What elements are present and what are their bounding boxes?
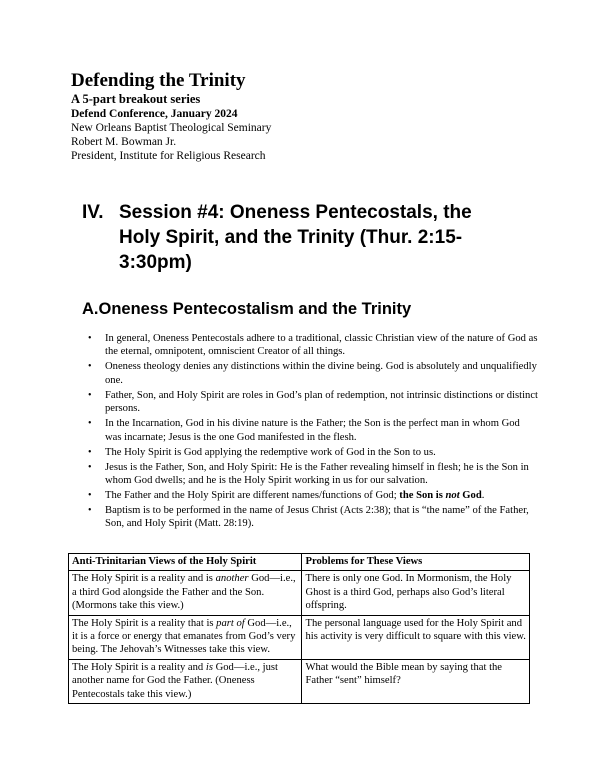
table-header-row	[69, 554, 530, 571]
table-row	[69, 615, 530, 659]
views-table	[68, 553, 530, 704]
session-title: Session #4: Oneness Pentecostals, the Holy Spirit, and the Trinity (Thur. 2:15-3:30pm)	[119, 202, 472, 273]
document-title: Defending the Trinity	[71, 70, 246, 91]
list-item: • In the Incarnation, God in his divine nature is the Father; the Son is the perfect man in whom God was incarnate; Jesus is the one God manifested in the flesh.	[88, 417, 538, 444]
list-item: • Baptism is to be performed in the name of Jesus Christ (Acts 2:38); that is “the name” of the Father, Son, and Holy Spirit (Matt. 28:19).	[88, 504, 538, 531]
list-item-text: The Father and the Holy Spirit are different names/functions of God;	[105, 490, 400, 502]
list-item: • Jesus is the Father, Son, and Holy Spirit: He is the Father revealing himself in flesh; he is the Son in whom God dwells; and he is the Holy Spirit working in us for our salvation.	[88, 461, 538, 488]
table-cell-problem: There is only one God. In Mormonism, the Holy Ghost is a third God, perhaps also God’s literal offspring.	[302, 571, 530, 615]
author-name: Robert M. Bowman Jr.	[71, 136, 177, 148]
institution-name: New Orleans Baptist Theological Seminary	[71, 122, 272, 134]
table-cell-problem: The personal language used for the Holy Spirit and his activity is very difficult to square with this view.	[302, 615, 530, 659]
table-cell-view: The Holy Spirit is a reality that is part of God—i.e., it is a force or energy that emanates from God’s very being. The Jehovah’s Witnesses take this view.	[69, 615, 302, 659]
list-item: • Oneness theology denies any distinctions within the divine being. God is absolutely and unqualifiedly one.	[88, 360, 538, 387]
table-row	[69, 659, 530, 703]
table-header-views: Anti-Trinitarian Views of the Holy Spirit	[69, 554, 302, 571]
document-header	[71, 70, 271, 163]
section-a-heading: A.Oneness Pentecostalism and the Trinity	[82, 300, 412, 318]
bullet-list	[88, 332, 538, 532]
list-item-bold: the Son is not God	[399, 490, 482, 502]
table-row	[69, 571, 530, 615]
document-subtitle: A 5-part breakout series	[71, 92, 201, 106]
conference-name: Defend Conference, January 2024	[71, 108, 238, 120]
session-number: IV.	[82, 202, 104, 223]
list-item: • In general, Oneness Pentecostals adhere to a traditional, classic Christian view of the nature of God as the eternal, omnipotent, omniscient Creator of all things.	[88, 332, 538, 359]
list-item: • The Holy Spirit is God applying the redemptive work of God in the Son to us.	[88, 446, 538, 459]
table-cell-problem: What would the Bible mean by saying that the Father “sent” himself?	[302, 659, 530, 703]
table-cell-view: The Holy Spirit is a reality and is another God—i.e., a third God alongside the Father and the Son. (Mormons take this view.)	[69, 571, 302, 615]
table-header-problems: Problems for These Views	[302, 554, 530, 571]
session-heading	[82, 200, 502, 275]
list-item: • Father, Son, and Holy Spirit are roles in God’s plan of redemption, not intrinsic distinctions or distinct persons.	[88, 389, 538, 416]
list-item: • The Father and the Holy Spirit are different names/functions of God; the Son is not God.	[88, 489, 538, 502]
author-position: President, Institute for Religious Research	[71, 150, 266, 162]
table-cell-view: The Holy Spirit is a reality and is God—i.e., just another name for God the Father. (Oneness Pentecostals take this view.)	[69, 659, 302, 703]
list-item-bold-italic: not	[445, 490, 460, 502]
